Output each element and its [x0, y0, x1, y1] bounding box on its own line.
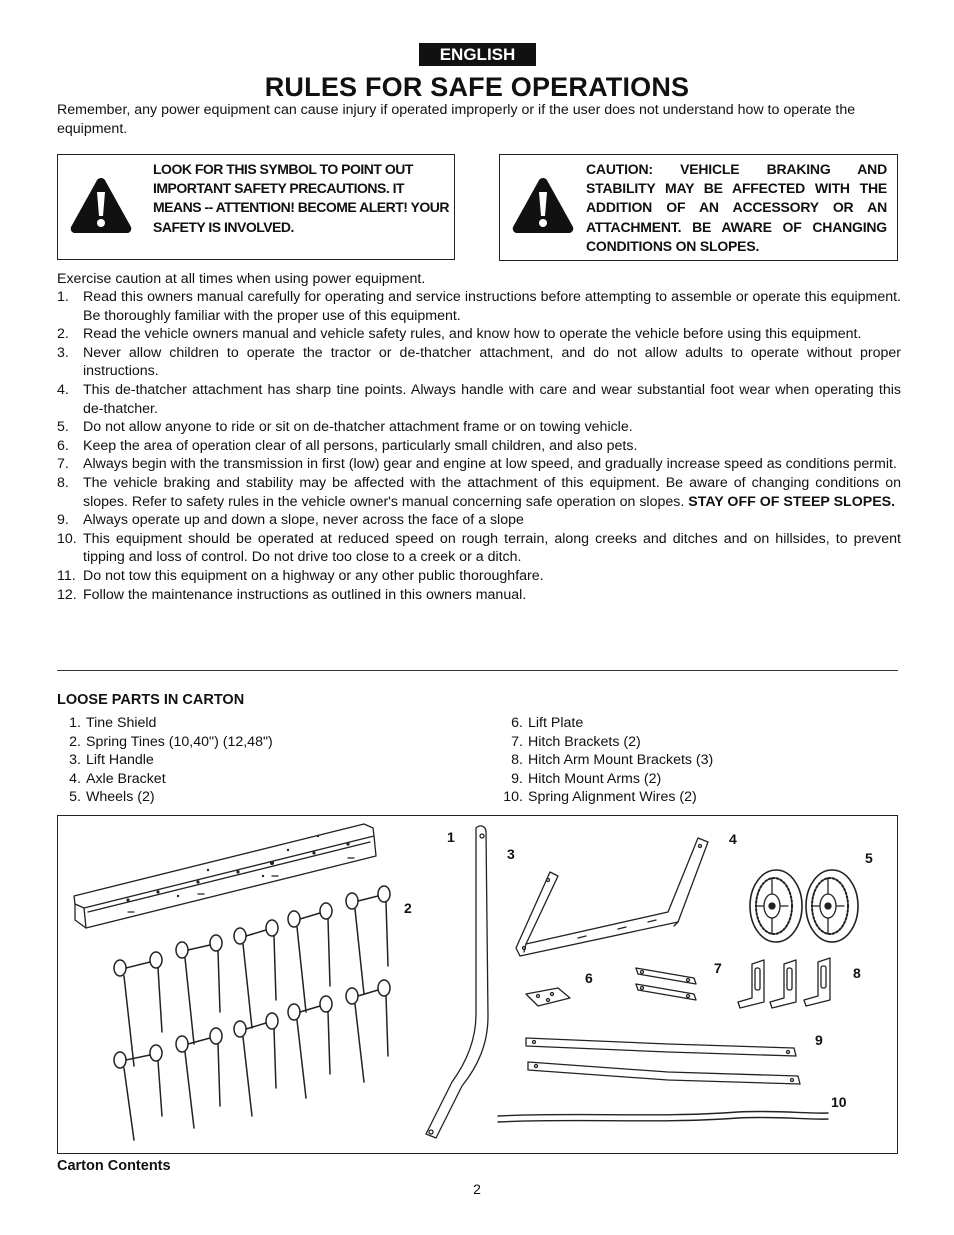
list-item — [57, 418, 901, 437]
list-item — [499, 733, 713, 752]
list-item — [57, 455, 901, 474]
item-number: 10. — [57, 530, 77, 547]
section-divider — [57, 670, 898, 671]
item-number: 12. — [57, 586, 77, 603]
item-number: 8. — [57, 474, 69, 491]
item-text: Read the vehicle owners manual and vehicle safety rules, and know how to operate the vehicle before using this equipment. — [83, 326, 862, 343]
item-number: 6. — [511, 715, 523, 731]
list-item — [57, 733, 273, 752]
page-number: 2 — [473, 1181, 481, 1197]
callout-10: 10 — [831, 1094, 847, 1110]
warning-triangle-icon — [510, 175, 576, 235]
item-number: 6. — [57, 437, 69, 454]
item-text: Keep the area of operation clear of all persons, particularly small children, and also pets. — [83, 437, 638, 454]
hitch-mount-arms-drawing — [526, 1038, 800, 1084]
list-item — [57, 437, 901, 456]
item-number: 9. — [511, 770, 523, 787]
list-item — [57, 344, 901, 381]
lift-plate-drawing — [526, 988, 570, 1006]
list-item — [57, 511, 901, 530]
list-item — [57, 586, 901, 605]
part-name: Tine Shield — [86, 715, 157, 731]
callout-2: 2 — [404, 900, 412, 916]
list-item — [57, 770, 273, 789]
language-badge: ENGLISH — [419, 43, 536, 66]
wheels-drawing — [750, 870, 858, 942]
item-number: 11. — [57, 567, 76, 584]
list-item — [57, 474, 901, 511]
list-item — [57, 751, 273, 770]
callout-5: 5 — [865, 850, 873, 866]
callout-4: 4 — [729, 831, 737, 847]
item-number: 10. — [503, 789, 523, 806]
safety-symbol-box — [57, 154, 455, 260]
part-name: Hitch Mount Arms (2) — [528, 770, 662, 787]
item-number: 5. — [57, 419, 69, 436]
list-item — [57, 381, 901, 418]
callout-3: 3 — [507, 846, 515, 862]
item-number: 7. — [511, 733, 523, 750]
hitch-arm-mount-brackets-drawing — [738, 958, 830, 1008]
part-name: Hitch Brackets (2) — [528, 733, 641, 750]
hitch-brackets-drawing — [636, 968, 696, 1000]
item-number: 2. — [69, 733, 81, 750]
item-text: This de-thatcher attachment has sharp tine points. Always handle with care and wear substantial foot wear when operating this de-thatcher. — [83, 381, 901, 417]
item-text: The vehicle braking and stability may be affected with the attachment of this equipment. Be aware of changing conditions on slopes. Refer to safety rules in the vehicle owner's manual concerning safe operation on slopes. — [83, 474, 901, 510]
list-item — [499, 788, 713, 807]
list-item — [499, 714, 713, 733]
item-text: Do not allow anyone to ride or sit on de-thatcher attachment frame or on towing vehicle. — [83, 419, 633, 436]
part-name: Spring Alignment Wires (2) — [528, 789, 697, 806]
carton-contents-figure — [57, 815, 898, 1154]
part-name: Lift Handle — [86, 752, 154, 769]
callout-6: 6 — [585, 970, 593, 986]
safety-symbol-text: LOOK FOR THIS SYMBOL TO POINT OUT IMPORTANT SAFETY PRECAUTIONS. IT MEANS -- ATTENTION! BECOME ALERT! YOUR SAFETY IS INVOLVED. — [153, 161, 449, 235]
caution-box — [499, 154, 898, 261]
rules-intro: Exercise caution at all times when using power equipment. — [57, 271, 426, 287]
item-number: 8. — [511, 752, 523, 769]
safety-rules-list — [57, 288, 901, 604]
part-name: Hitch Arm Mount Brackets (3) — [528, 752, 714, 769]
item-number: 9. — [57, 512, 69, 529]
list-item — [499, 751, 713, 770]
list-item — [57, 530, 901, 567]
figure-caption: Carton Contents — [57, 1158, 171, 1174]
spring-alignment-wires-drawing — [498, 1111, 828, 1122]
item-text: Follow the maintenance instructions as outlined in this owners manual. — [83, 586, 527, 603]
callout-8: 8 — [853, 965, 861, 981]
item-number: 4. — [57, 381, 69, 398]
list-item — [57, 714, 273, 733]
item-text: Always begin with the transmission in first (low) gear and engine at low speed, and gradually increase speed as conditions permit. — [83, 456, 897, 473]
item-number: 2. — [57, 326, 69, 343]
callout-1: 1 — [447, 829, 455, 845]
item-number: 7. — [57, 456, 69, 473]
item-emphasis: STAY OFF OF STEEP SLOPES. — [688, 493, 896, 510]
list-item — [57, 288, 901, 325]
item-number: 3. — [69, 752, 81, 769]
list-item — [57, 567, 901, 586]
callout-9: 9 — [815, 1032, 823, 1048]
loose-parts-heading: LOOSE PARTS IN CARTON — [57, 692, 245, 708]
spring-tines-drawing — [114, 886, 390, 1140]
list-item — [57, 325, 901, 344]
part-name: Spring Tines (10,40") (12,48") — [86, 733, 273, 750]
list-item — [499, 770, 713, 789]
list-item — [57, 788, 273, 807]
parts-list-column-1 — [57, 714, 273, 807]
item-text: This equipment should be operated at reduced speed on rough terrain, along creeks and ditches and on hillsides, to prevent tipping and loss of control. Do not drive too close to a creek or a ditch. — [83, 530, 901, 566]
caution-text: CAUTION: VEHICLE BRAKING AND STABILITY MAY BE AFFECTED WITH THE ADDITION OF AN ACCESSORY OR AN ATTACHMENT. BE AWARE OF CHANGING CONDITIONS ON SLOPES. — [586, 161, 887, 254]
item-text: Read this owners manual carefully for operating and service instructions before attempting to assemble or operate this equipment. Be thoroughly familiar with the proper use of this equipment. — [83, 289, 901, 324]
item-number: 5. — [69, 789, 81, 806]
item-number: 1. — [69, 715, 81, 731]
item-text: Never allow children to operate the tractor or de-thatcher attachment, and do not allow adults to operate without proper instructions. — [83, 344, 901, 380]
part-name: Axle Bracket — [86, 770, 166, 787]
parts-list-column-2 — [499, 714, 713, 807]
part-name: Wheels (2) — [86, 789, 155, 806]
page-title: RULES FOR SAFE OPERATIONS — [264, 72, 690, 102]
item-number: 4. — [69, 770, 81, 787]
axle-bracket-drawing — [516, 838, 708, 956]
intro-paragraph: Remember, any power equipment can cause injury if operated improperly or if the user does not understand how to operate the equipment. — [57, 102, 856, 137]
part-name: Lift Plate — [528, 715, 584, 731]
lift-handle-drawing — [426, 826, 488, 1138]
tine-shield-drawing — [74, 824, 376, 928]
item-number: 1. — [57, 289, 69, 305]
item-number: 3. — [57, 344, 69, 361]
item-text: Do not tow this equipment on a highway or any other public thoroughfare. — [83, 567, 544, 584]
item-text: Always operate up and down a slope, never across the face of a slope — [83, 512, 524, 529]
warning-triangle-icon — [68, 175, 134, 235]
callout-7: 7 — [714, 960, 722, 976]
